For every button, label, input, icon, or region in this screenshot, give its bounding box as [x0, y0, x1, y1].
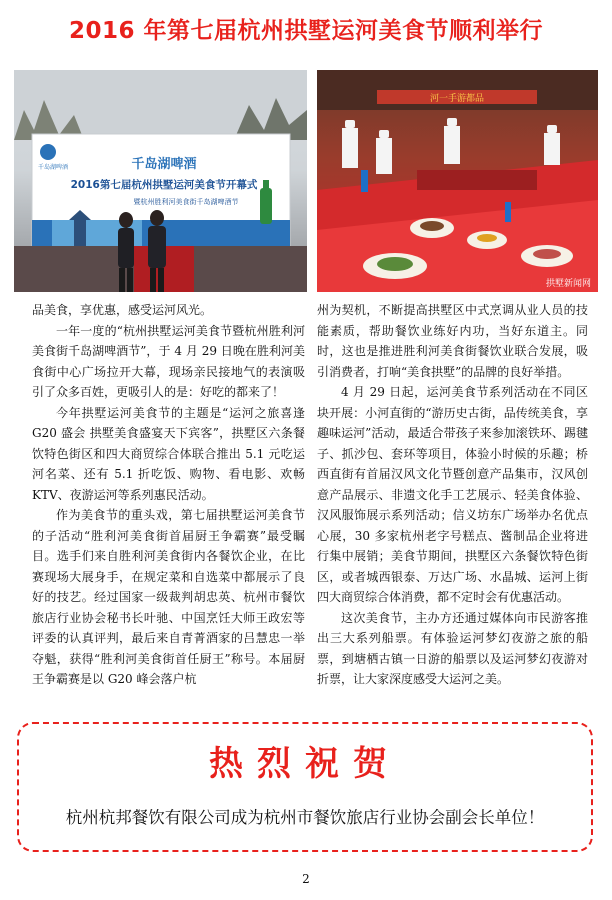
- article-paragraph: 州为契机，不断提高拱墅区中式烹调从业人员的技能素质，帮助餐饮业练好内功，当好东道主。同时，这也是推进胜利河美食街餐饮业联合发展，吸引消费者，打响“美食拱墅”的品牌的良好举措。: [317, 303, 588, 379]
- banner-logo-text: 千岛湖啤酒: [38, 164, 69, 171]
- article-paragraph: 一年一度的“杭州拱墅运河美食节暨杭州胜利河美食街千岛湖啤酒节”，于 4 月 29 日晚在胜利河美食街中心广场拉开大幕，现场亲民接地气的表演吸引了众多百姓，更吸引人的是：好吃的都来了！: [32, 323, 305, 399]
- page-number: 2: [302, 872, 310, 886]
- page-title: 2016 年第七届杭州拱墅运河美食节顺利举行: [68, 18, 544, 44]
- restaurant-sign-text: 河一手游都品: [429, 94, 485, 104]
- article-paragraph: 4 月 29 日起，运河美食节系列活动在不同区块开展：小河直街的“游历史古街，品传统美食，享趣味运河”活动，最适合带孩子来参加滚铁环、踢毽子、抓沙包、套环等项目，体验小时候的乐趣；桥西直街有首届汉风文化节暨创意产品集市，汉风创意产品展示、非遗文化手工艺展示、轻美食体验、汉风服饰展示系列活动；信义坊东广场举办名优点心展，30 多家杭州老字号糕点、酱制品企业将进行集中展销；美食节期间，拱墅区六条餐饮特色街区，或者城西银泰、万达广场、水晶城、运河上街四大商贸综合体消费，都不定时会有优惠活动。: [317, 385, 588, 604]
- opening-ceremony-photo: [14, 70, 307, 292]
- article-paragraph: 这次美食节，主办方还通过媒体向市民游客推出三大系列船票。有体验运河梦幻夜游之旅的船票，到塘栖古镇一日游的船票以及运河梦幻夜游对折票，让大家深度感受大运河之美。: [317, 610, 588, 686]
- article-paragraph: 作为美食节的重头戏，第七届拱墅运河美食节的子活动“胜利河美食街首届厨王争霸赛”最受瞩目。选手们来自胜利河美食街内各餐饮企业，在比赛现场大展身手，在规定菜和自选菜中都展示了良好的技艺。经过国家一级裁判胡忠英、杭州市餐饮旅店行业协会秘书长叶驰、中国烹饪大师王政宏等评委的认真评判，最后来自青菁酒家的吕慧忠一举夺魁，获得“胜利河美食街首任厨王”称号。本届厨王争霸赛是以 G20 峰会落户杭: [32, 508, 305, 686]
- congratulations-box: [17, 722, 593, 852]
- banner-brand-text: 千岛湖啤酒: [131, 157, 197, 172]
- banner-main-text: 2016第七届杭州拱墅运河美食节开幕式: [70, 179, 258, 191]
- banner-sub-text: 暨杭州胜利河美食街千岛湖啤酒节: [133, 198, 239, 206]
- photo-watermark: 拱墅新闻网: [545, 279, 591, 289]
- congratulations-title: 热烈祝贺: [209, 744, 401, 784]
- chef-competition-photo: [317, 70, 598, 292]
- article-paragraph: 今年拱墅运河美食节的主题是“运河之旅喜逢 G20 盛会 拱墅美食盛宴天下宾客”，拱墅区六条餐饮特色街区和四大商贸综合体联合推出 5.1 元吃运河名菜、还有 5.1 折吃饭、购物、看电影、欢畅 KTV、夜游运河等系列惠民活动。: [32, 405, 305, 502]
- article-paragraph: 品美食，享优惠，感受运河风光。: [32, 303, 213, 317]
- article-column-right: [317, 300, 588, 690]
- congratulations-text: 杭州杭邦餐饮有限公司成为杭州市餐饮旅店行业协会副会长单位！: [65, 808, 545, 827]
- article-column-left: [32, 300, 305, 690]
